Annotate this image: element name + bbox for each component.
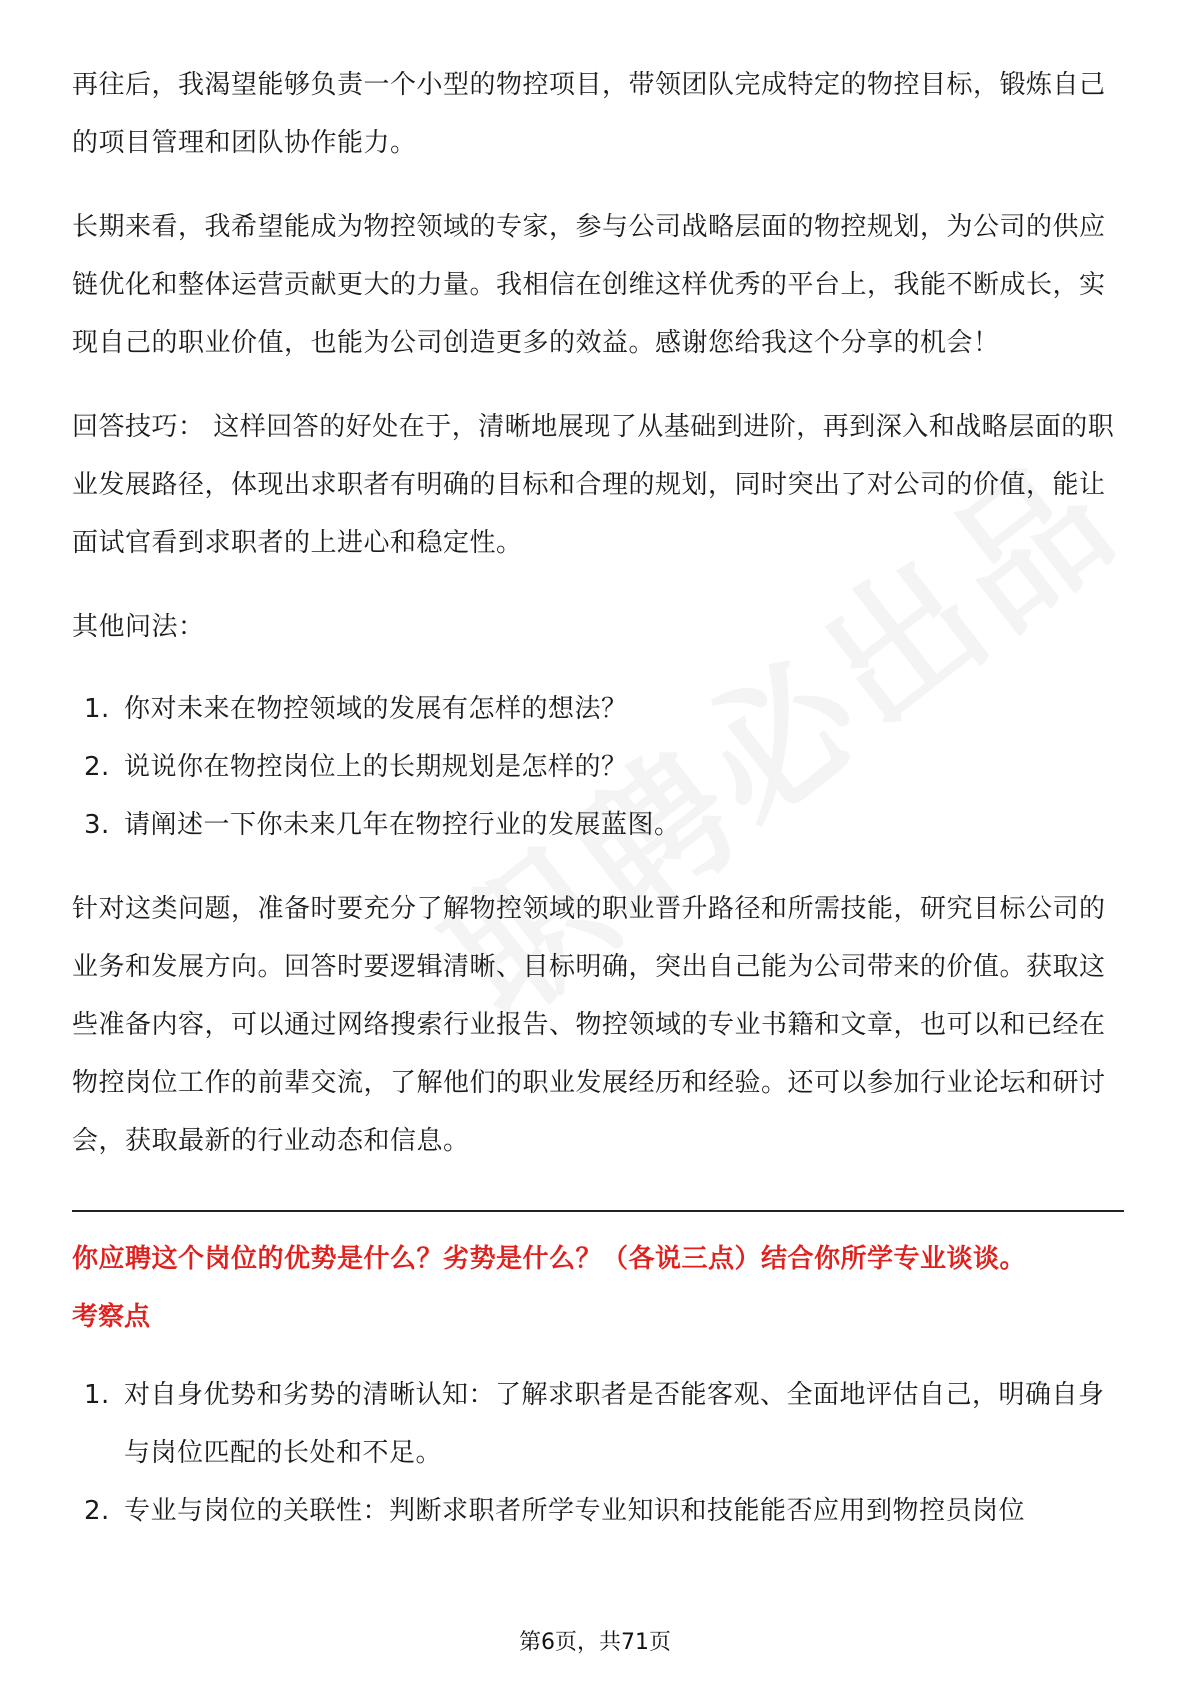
other-questions-list <box>72 680 1124 854</box>
paragraph-future-project: 再往后，我渴望能够负责一个小型的物控项目，带领团队完成特定的物控目标，锻炼自己的项目管理和团队协作能力。 <box>72 70 1106 158</box>
list-item <box>72 1366 1124 1482</box>
list-item <box>72 796 1124 854</box>
list-number: 3. <box>84 810 110 840</box>
list-number: 2. <box>84 1496 110 1526</box>
list-number: 1. <box>84 1380 110 1410</box>
list-item-text: 对自身优势和劣势的清晰认知：了解求职者是否能客观、全面地评估自己，明确自身与岗位匹配的长处和不足。 <box>124 1380 1105 1468</box>
list-item-text: 专业与岗位的关联性：判断求职者所学专业知识和技能能否应用到物控员岗位 <box>124 1496 1026 1526</box>
page-footer: 第6页，共71页 <box>519 1630 671 1655</box>
list-item <box>72 1482 1124 1540</box>
list-number: 1. <box>84 694 110 724</box>
list-item-text: 请阐述一下你未来几年在物控行业的发展蓝图。 <box>124 810 681 840</box>
list-item <box>72 738 1124 796</box>
paragraph-long-term: 长期来看，我希望能成为物控领域的专家，参与公司战略层面的物控规划，为公司的供应链优化和整体运营贡献更大的力量。我相信在创维这样优秀的平台上，我能不断成长，实现自己的职业价值，也能为公司创造更多的效益。感谢您给我这个分享的机会！ <box>72 212 1106 358</box>
kaochadian-heading: 考察点 <box>72 1302 151 1332</box>
document-page <box>72 56 1124 1566</box>
section-divider <box>72 1210 1124 1212</box>
list-item <box>72 680 1124 738</box>
list-item-text: 说说你在物控岗位上的长期规划是怎样的？ <box>124 752 628 782</box>
paragraph-advice: 针对这类问题，准备时要充分了解物控领域的职业晋升路径和所需技能，研究目标公司的业务和发展方向。回答时要逻辑清晰、目标明确，突出自己能为公司带来的价值。获取这些准备内容，可以通过网络搜索行业报告、物控领域的专业书籍和文章，也可以和已经在物控岗位工作的前辈交流，了解他们的职业发展经历和经验。还可以参加行业论坛和研讨会，获取最新的行业动态和信息。 <box>72 894 1106 1156</box>
paragraph-other-asks-label: 其他问法： <box>72 612 205 642</box>
list-item-text: 你对未来在物控领域的发展有怎样的想法？ <box>124 694 628 724</box>
paragraph-answer-tips: 回答技巧： 这样回答的好处在于，清晰地展现了从基础到进阶，再到深入和战略层面的职业发展路径，体现出求职者有明确的目标和合理的规划，同时突出了对公司的价值，能让面试官看到求职者的上进心和稳定性。 <box>72 412 1115 558</box>
points-list <box>72 1366 1124 1540</box>
question-title: 你应聘这个岗位的优势是什么？劣势是什么？（各说三点）结合你所学专业谈谈。 <box>72 1244 1027 1274</box>
list-number: 2. <box>84 752 110 782</box>
